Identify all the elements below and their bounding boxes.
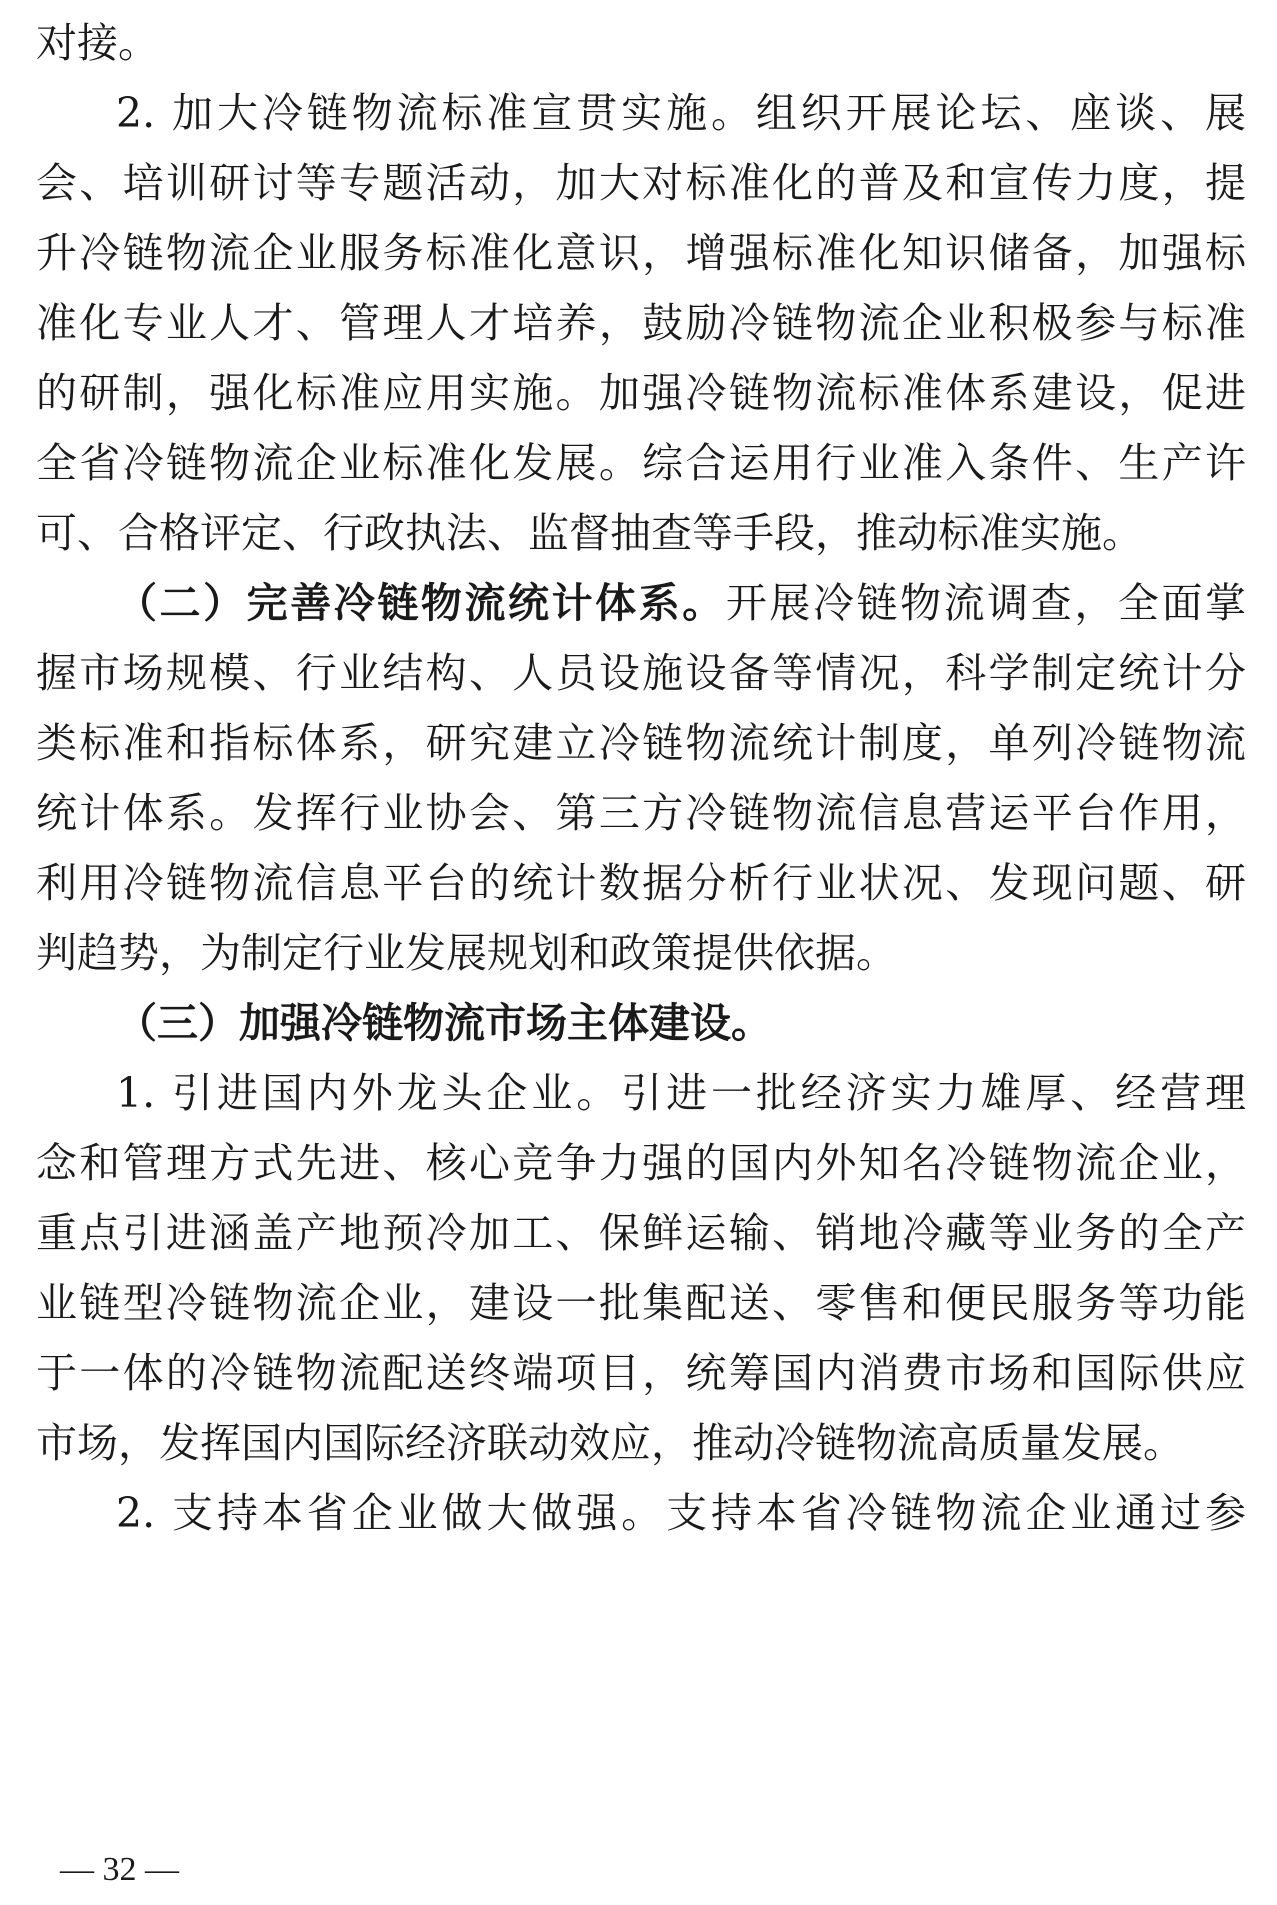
text-line: 的研制，强化标准应用实施。加强冷链物流标准体系建设，促进 bbox=[36, 369, 1246, 417]
section-heading-line: （二）完善冷链物流统计体系。开展冷链物流调查，全面掌 bbox=[116, 579, 1246, 627]
text-line: 重点引进涵盖产地预冷加工、保鲜运输、销地冷藏等业务的全产 bbox=[36, 1209, 1246, 1257]
text-line: 利用冷链物流信息平台的统计数据分析行业状况、发现问题、研 bbox=[36, 859, 1246, 907]
text-line: 于一体的冷链物流配送终端项目，统筹国内消费市场和国际供应 bbox=[36, 1349, 1246, 1397]
text-line: 2. 加大冷链物流标准宣贯实施。组织开展论坛、座谈、展 bbox=[116, 89, 1246, 137]
text-line: 对接。 bbox=[36, 19, 159, 67]
section-heading: （二）完善冷链物流统计体系。 bbox=[116, 579, 726, 627]
text-line: 2. 支持本省企业做大做强。支持本省冷链物流企业通过参 bbox=[116, 1489, 1246, 1537]
text-line: 全省冷链物流企业标准化发展。综合运用行业准入条件、生产许 bbox=[36, 439, 1246, 487]
text-line: 准化专业人才、管理人才培养，鼓励冷链物流企业积极参与标准 bbox=[36, 299, 1246, 347]
text-line: 升冷链物流企业服务标准化意识，增强标准化知识储备，加强标 bbox=[36, 229, 1246, 277]
text-line: 市场，发挥国内国际经济联动效应，推动冷链物流高质量发展。 bbox=[36, 1419, 1184, 1467]
text-line: 判趋势，为制定行业发展规划和政策提供依据。 bbox=[36, 929, 897, 977]
page-number: — 32 — bbox=[60, 1851, 179, 1888]
text-line: 业链型冷链物流企业，建设一批集配送、零售和便民服务等功能 bbox=[36, 1279, 1246, 1327]
section-heading-line bbox=[116, 998, 1246, 1048]
section-heading: （三）加强冷链物流市场主体建设。 bbox=[116, 999, 772, 1047]
text-line: 念和管理方式先进、核心竞争力强的国内外知名冷链物流企业， bbox=[36, 1139, 1246, 1187]
text-line: 类标准和指标体系，研究建立冷链物流统计制度，单列冷链物流 bbox=[36, 719, 1246, 767]
text-line: 统计体系。发挥行业协会、第三方冷链物流信息营运平台作用， bbox=[36, 789, 1246, 837]
text-line: 1. 引进国内外龙头企业。引进一批经济实力雄厚、经营理 bbox=[116, 1069, 1246, 1117]
text-line: 可、合格评定、行政执法、监督抽查等手段，推动标准实施。 bbox=[36, 509, 1143, 557]
text-line: 会、培训研讨等专题活动，加大对标准化的普及和宣传力度，提 bbox=[36, 159, 1246, 207]
text-line: 握市场规模、行业结构、人员设施设备等情况，科学制定统计分 bbox=[36, 649, 1246, 697]
